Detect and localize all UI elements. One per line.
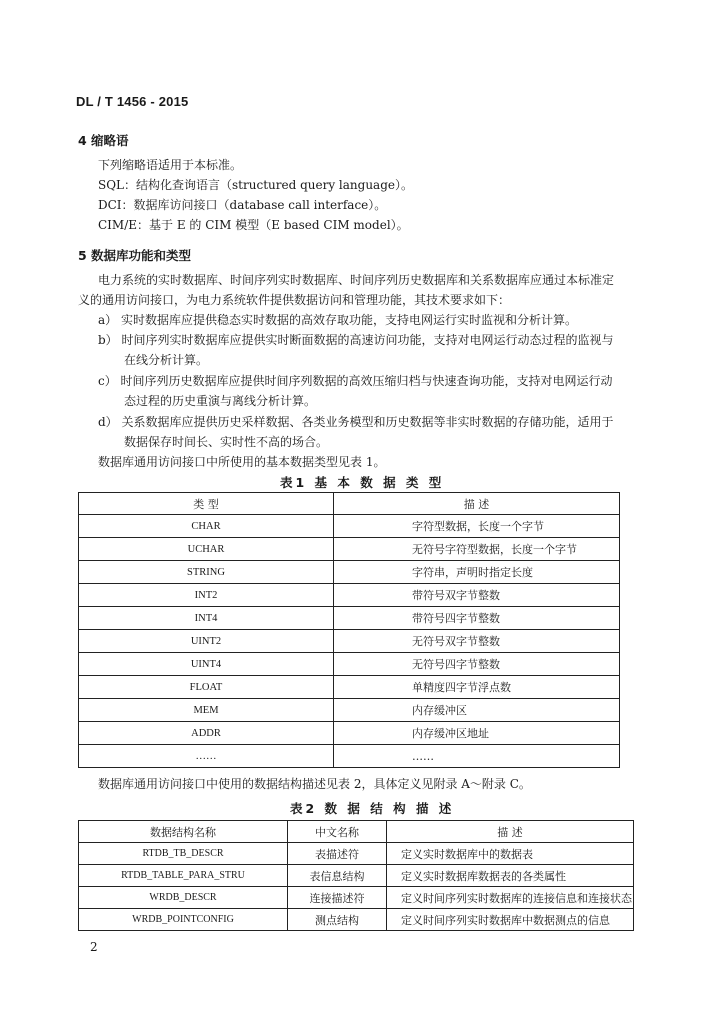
type-cell: INT2 bbox=[79, 584, 334, 607]
table-row bbox=[79, 630, 620, 653]
structure-name-cell: WRDB_POINTCONFIG bbox=[79, 909, 288, 931]
table-data-structures bbox=[78, 820, 634, 931]
description-cell: …… bbox=[334, 745, 620, 768]
page-number: 2 bbox=[90, 940, 98, 954]
section-5-title: 5 数据库功能和类型 bbox=[78, 248, 192, 263]
list-item-a: a） 实时数据库应提供稳态实时数据的高效存取功能，支持电网运行实时监视和分析计算。 bbox=[98, 313, 577, 327]
list-item-b-cont: 在线分析计算。 bbox=[124, 353, 209, 367]
type-cell: INT4 bbox=[79, 607, 334, 630]
description-cell: 无符号四字节整数 bbox=[334, 653, 620, 676]
section-4-title: 4 缩略语 bbox=[78, 133, 129, 148]
table-1-caption: 表1 基 本 数 据 类 型 bbox=[280, 475, 445, 490]
document-header: DL / T 1456 - 2015 bbox=[76, 94, 189, 109]
description-cell: 单精度四字节浮点数 bbox=[334, 676, 620, 699]
description-cell: 内存缓冲区 bbox=[334, 699, 620, 722]
structure-name-cell: RTDB_TABLE_PARA_STRU bbox=[79, 865, 288, 887]
list-item-d-cont: 数据保存时间长、实时性不高的场合。 bbox=[124, 435, 329, 449]
description-cell: 带符号四字节整数 bbox=[334, 607, 620, 630]
description-cell: 字符串，声明时指定长度 bbox=[334, 561, 620, 584]
abbr-dci: DCI：数据库访问接口（database call interface）。 bbox=[98, 198, 387, 212]
abbr-cime: CIM/E：基于 E 的 CIM 模型（E based CIM model）。 bbox=[98, 218, 409, 232]
description-cell: 内存缓冲区地址 bbox=[334, 722, 620, 745]
table-header-row bbox=[79, 493, 620, 515]
type-cell: ADDR bbox=[79, 722, 334, 745]
type-cell: STRING bbox=[79, 561, 334, 584]
description-cell: 定义实时数据库数据表的各类属性 bbox=[387, 865, 634, 887]
table-header-row bbox=[79, 821, 634, 843]
table-row bbox=[79, 887, 634, 909]
table-row bbox=[79, 865, 634, 887]
table-row bbox=[79, 676, 620, 699]
column-header-chinese-name: 中文名称 bbox=[288, 821, 387, 843]
structure-name-cell: WRDB_DESCR bbox=[79, 887, 288, 909]
type-cell: CHAR bbox=[79, 515, 334, 538]
chinese-name-cell: 表描述符 bbox=[288, 843, 387, 865]
structure-name-cell: RTDB_TB_DESCR bbox=[79, 843, 288, 865]
list-item-c: c） 时间序列历史数据库应提供时间序列数据的高效压缩归档与快速查询功能，支持对电网运行动 bbox=[98, 374, 613, 388]
type-cell: MEM bbox=[79, 699, 334, 722]
table-2-reference: 数据库通用访问接口中使用的数据结构描述见表 2，具体定义见附录 A～附录 C。 bbox=[98, 777, 531, 791]
section-5-intro-2: 义的通用访问接口，为电力系统软件提供数据访问和管理功能，其技术要求如下： bbox=[78, 293, 511, 307]
table-row bbox=[79, 745, 620, 768]
table-row bbox=[79, 722, 620, 745]
list-item-b: b） 时间序列实时数据库应提供实时断面数据的高速访问功能，支持对电网运行动态过程的监视与 bbox=[98, 333, 614, 347]
description-cell: 定义时间序列实时数据库的连接信息和连接状态 bbox=[387, 887, 634, 909]
table-2-caption: 表2 数 据 结 构 描 述 bbox=[290, 801, 455, 816]
column-header-structure-name: 数据结构名称 bbox=[79, 821, 288, 843]
table-row bbox=[79, 607, 620, 630]
table-basic-data-types bbox=[78, 492, 620, 768]
type-cell: …… bbox=[79, 745, 334, 768]
column-header-type: 类 型 bbox=[79, 493, 334, 515]
section-4-line: 下列缩略语适用于本标准。 bbox=[98, 158, 243, 172]
description-cell: 无符号双字节整数 bbox=[334, 630, 620, 653]
table-row bbox=[79, 699, 620, 722]
section-5-intro-1: 电力系统的实时数据库、时间序列实时数据库、时间序列历史数据库和关系数据库应通过本标准定 bbox=[98, 273, 615, 287]
chinese-name-cell: 表信息结构 bbox=[288, 865, 387, 887]
chinese-name-cell: 连接描述符 bbox=[288, 887, 387, 909]
table-row bbox=[79, 653, 620, 676]
list-item-d: d） 关系数据库应提供历史采样数据、各类业务模型和历史数据等非实时数据的存储功能，适用于 bbox=[98, 415, 614, 429]
description-cell: 无符号字符型数据，长度一个字节 bbox=[334, 538, 620, 561]
type-cell: UINT4 bbox=[79, 653, 334, 676]
description-cell: 字符型数据，长度一个字节 bbox=[334, 515, 620, 538]
table-row bbox=[79, 515, 620, 538]
table-row bbox=[79, 561, 620, 584]
type-cell: UCHAR bbox=[79, 538, 334, 561]
list-item-c-cont: 态过程的历史重演与离线分析计算。 bbox=[124, 394, 317, 408]
table-row bbox=[79, 538, 620, 561]
column-header-description: 描 述 bbox=[387, 821, 634, 843]
description-cell: 定义时间序列实时数据库中数据测点的信息 bbox=[387, 909, 634, 931]
type-cell: FLOAT bbox=[79, 676, 334, 699]
column-header-description: 描 述 bbox=[334, 493, 620, 515]
table-row bbox=[79, 909, 634, 931]
table-row bbox=[79, 584, 620, 607]
table-row bbox=[79, 843, 634, 865]
description-cell: 定义实时数据库中的数据表 bbox=[387, 843, 634, 865]
type-cell: UINT2 bbox=[79, 630, 334, 653]
description-cell: 带符号双字节整数 bbox=[334, 584, 620, 607]
table-1-reference: 数据库通用访问接口中所使用的基本数据类型见表 1。 bbox=[98, 455, 386, 469]
chinese-name-cell: 测点结构 bbox=[288, 909, 387, 931]
abbr-sql: SQL：结构化查询语言（structured query language）。 bbox=[98, 178, 413, 192]
